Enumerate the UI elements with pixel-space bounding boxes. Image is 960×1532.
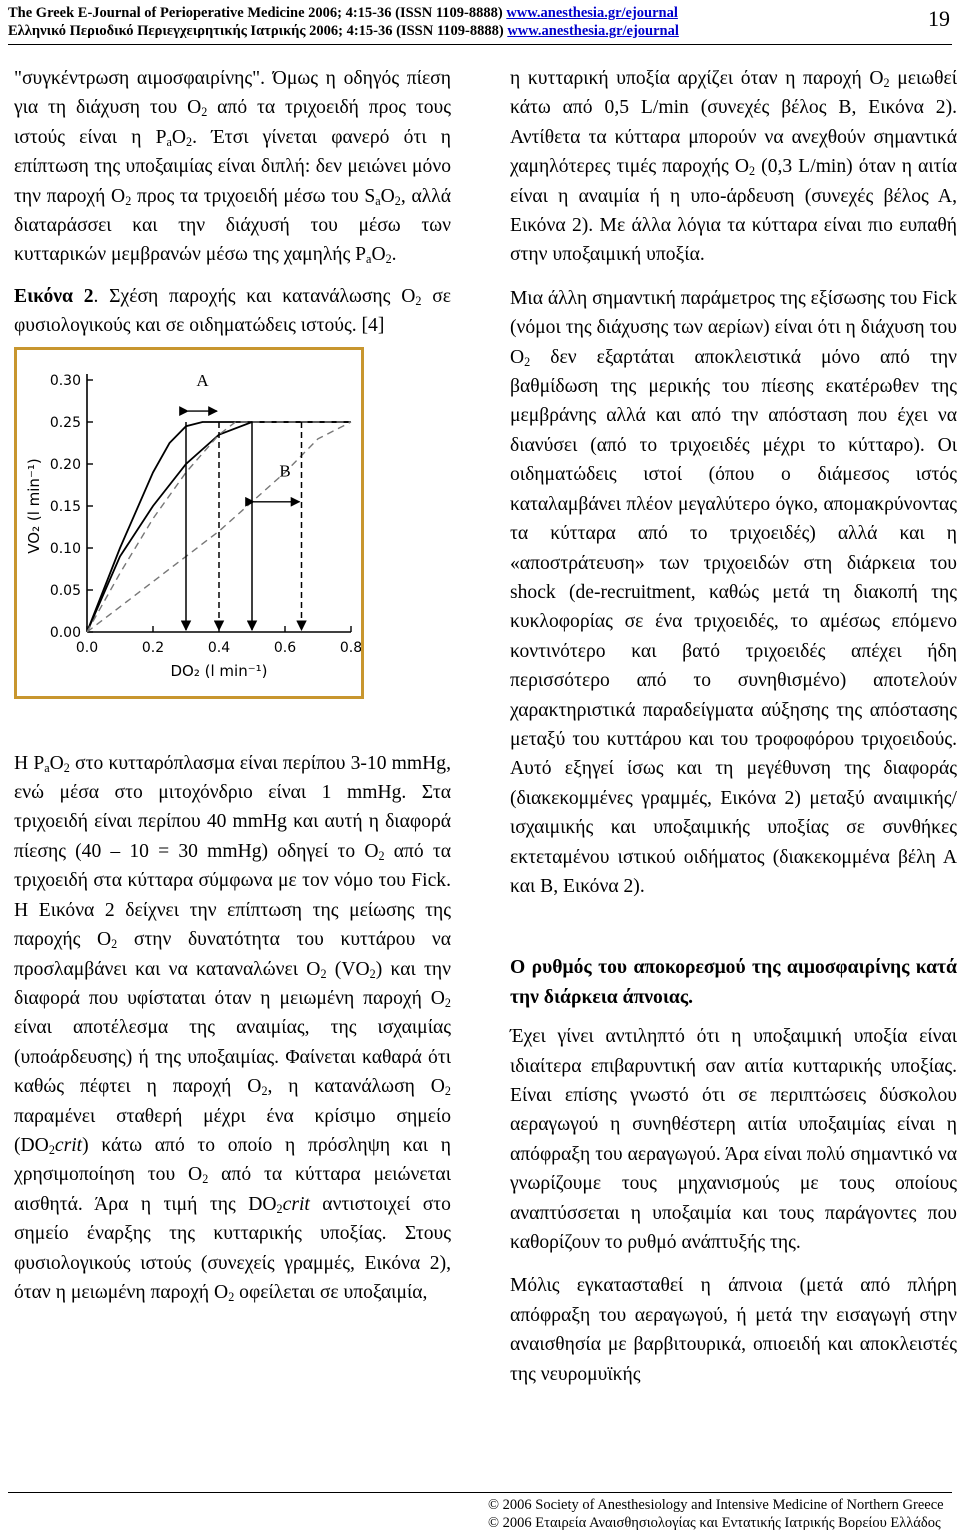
footer-divider [8, 1492, 952, 1493]
paragraph: η κυτταρική υποξία αρχίζει όταν η παροχή $O_2$ μειωθεί κάτω από 0,5 L/min (συνεχές βέλος Β, Εικόνα 2). Αντίθετα τα κύτταρα μπορούν να ανεχθούν σημαντικά χαμηλότερες τιμές παροχής $O_2$ (0,3 L/min) όταν η αιτία είναι η αναιμία ή η υπο-άρδευση (συνεχές βέλος Α, Εικόνα 2). Με άλλα λόγια τα κύτταρα είναι πιο ευπαθή στην υποξαιμική υποξία. [510, 68, 958, 266]
x-axis-label: DO₂ (l min⁻¹) [170, 661, 268, 680]
caption-text: . Σχέση παροχής και κατανάλωσης $O_2$ σε φυσιολογικούς και σε οιδηματώδεις ιστούς. [4] [14, 285, 451, 337]
y-tick-label: 0.00 [49, 624, 81, 641]
x-tick-label: 0.8 [339, 639, 361, 656]
header-divider [8, 44, 952, 45]
paragraph: "συγκέντρωση αιμοσφαιρίνης". Όμως η οδηγός πίεση για τη διάχυση του $O_2$ από τα τριχοειδή προς τους ιστούς είναι η $P_aO_2$. Έτσι γίνεται φανερό ότι η επίπτωση της υποξαιμίας είναι διπλή: δεν μειώνει μόνο την παροχή $O_2$ προς τα τριχοειδή μέσω του $S_aO_2$, αλλά διαταράσσει και την διάχυσή του μέσω των κυτταρικών μεμβρανών μέσω της χαμηλής $P_aO_2$. [14, 68, 451, 267]
paragraph: Η $P_aO_2$ στο κυτταρόπλασμα είναι περίπου 3-10 mmHg, ενώ μέσα στο μιτοχόνδριο είναι 1 mmHg. Στα τριχοειδή είναι περίπου 40 mmHg και αυτή η διαφορά πίεσης (40 – 10 = 30 mmHg) οδηγεί το $O_2$ από τα τριχοειδή στα κύτταρα σύμφωνα με τον νόμο του Fick. Η Εικόνα 2 δείχνει την επίπτωση της μείωσης της παροχής $O_2$ στην δυνατότητα του κυττάρου να προσλαμβάνει και να καταναλώνει $O_2$ $(VO_2)$ και την διαφορά που υφίσταται όταν η μειωμένη παροχή $O_2$ είναι αποτέλεσμα της αναιμίας, της ισχαιμίας (υποάρδευσης) ή της υποξαιμίας. Φαίνεται καθαρά ότι καθώς πέφτει η παροχή $O_2$, η κατανάλωση $O_2$ παραμένει σταθερή μέχρι ένα κρίσιμο σημείο $(DO_2crit)$ κάτω από το οποίο η πρόσληψη και η χρησιμοποίηση του $O_2$ από τα κύτταρα μειώνεται αισθητά. Άρα η τιμή της $DO_2crit$ αντιστοιχεί στο σημείο έναρξης της κυτταρικής υποξίας. Στους φυσιολογικούς ιστούς (συνεχείς γραμμές, Εικόνα 2), όταν η μειωμένη παροχή $O_2$ οφείλεται σε υποξαιμία, [14, 752, 452, 1304]
journal-link-greek[interactable]: www.anesthesia.gr/ejournal [507, 23, 679, 39]
caption-label: Εικόνα 2 [14, 285, 94, 307]
x-tick-label: 0.0 [75, 639, 99, 656]
annotation-b: B [279, 461, 291, 481]
right-column [510, 64, 957, 1389]
journal-link[interactable]: www.anesthesia.gr/ejournal [506, 5, 678, 21]
page-number: 19 [928, 6, 950, 31]
footer [8, 1496, 952, 1532]
y-tick-label: 0.10 [49, 540, 81, 557]
annotation-a: A [196, 370, 209, 390]
paragraph: Μόλις εγκατασταθεί η άπνοια (μετά από πλήρη απόφραξη του αεραγωγού, ή μετά την εισαγωγή στην αναισθησία με βαρβιτουρικά, οπιοειδή και αποκλειστές της νευρομυϊκής [510, 1275, 957, 1385]
footer-copyright-en: © 2006 Society of Anesthesiology and Intensive Medicine of Northern Greece [488, 1497, 944, 1513]
x-tick-label: 0.4 [207, 639, 231, 656]
paragraph: Μια άλλη σημαντική παράμετρος της εξίσωσης του Fick (νόμοι της διάχυσης των αερίων) είναι ότι η διάχυση του $O_2$ δεν εξαρτάται αποκλειστικά μόνο από την βαθμίδωση της μερικής του πίεσης εκατέρωθεν της μεμβράνης αλλά και από την απόσταση που έχει να διανύσει (από το τριχοειδές μέχρι το κύτταρο). Οι οιδηματώδεις ιστοί (όπου ο διάμεσος ιστός καταλαμβάνει πλέον μεγαλύτερο όγκο, απομακρύνοντας τα κύτταρα από το τριχοειδές) αλλά και η «αποστράτευση» των τριχοειδών στη διάρκεια του shock (de-recruitment, καθώς μετά τη διακοπή της κυκλοφορίας σε ένα τριχοειδές, το αμέσως επόμενο κοντινότερο και βατό τριχοειδές απέχει ήδη περισσότερο από το συνηθισμένο) αποτελούν χαρακτηριστικά παραδείγματα αύξησης της απόστασης μεταξύ του κυττάρου και του τροφοφόρου τριχοειδούς. Αυτό εξηγεί ίσως και τη μεγέθυνση της διαφοράς (διακεκομμένες γραμμές, Εικόνα 2) μεταξύ αναιμικής/ισχαιμικής και υποξαιμικής υποξίας σε συνθήκες εκτεταμένου ιστικού οιδήματος (διακεκομμένα βέλη Α και Β, Εικόνα 2). [510, 287, 957, 897]
left-column [14, 64, 451, 1307]
y-tick-label: 0.25 [49, 414, 81, 431]
header-line-greek: Ελληνικό Περιοδικό Περιεγχειρητικής Ιατρικής 2006; 4:15-36 (ISSN 1109-8888) www.anesthesia.gr/ejournal [8, 23, 679, 39]
x-tick-label: 0.6 [273, 639, 297, 656]
footer-copyright-gr: © 2006 Εταιρεία Αναισθησιολογίας και Εντατικής Ιατρικής Βορείου Ελλάδος [488, 1515, 941, 1531]
chart-svg [17, 350, 361, 696]
y-tick-label: 0.15 [49, 498, 81, 515]
y-axis-label: VO₂ (l min⁻¹) [25, 457, 43, 554]
section-heading: Ο ρυθμός του αποκορεσμού της αιμοσφαιρίνης κατά την διάρκεια άπνοιας. [510, 957, 957, 1008]
figure-caption [14, 282, 451, 341]
y-tick-label: 0.05 [49, 582, 81, 599]
journal-header [8, 4, 952, 44]
header-line-english: The Greek E-Journal of Perioperative Medicine 2006; 4:15-36 (ISSN 1109-8888) www.anesthesia.gr/ejournal [8, 5, 678, 21]
paragraph: Έχει γίνει αντιληπτό ότι η υποξαιμική υποξία είναι ιδιαίτερα επιβαρυντική σαν αιτία κυτταρικής υποξίας. Είναι επίσης γνωστό ότι σε περιπτώσεις δύσκολου αεραγωγού η συνηθέστερη αιτία υποξαιμίας είναι η απόφραξη του αεραγωγού. Άρα είναι πολύ σημαντικό να γνωρίζουμε τους μηχανισμούς με τους οποίους αναπτύσσεται η υποξαιμία και τους παράγοντες που καθορίζουν το ρυθμό ανάπτυξής της. [510, 1026, 957, 1254]
figure-2 [14, 347, 364, 699]
y-tick-label: 0.30 [49, 372, 81, 389]
y-tick-label: 0.20 [49, 456, 81, 473]
x-tick-label: 0.2 [141, 639, 165, 656]
